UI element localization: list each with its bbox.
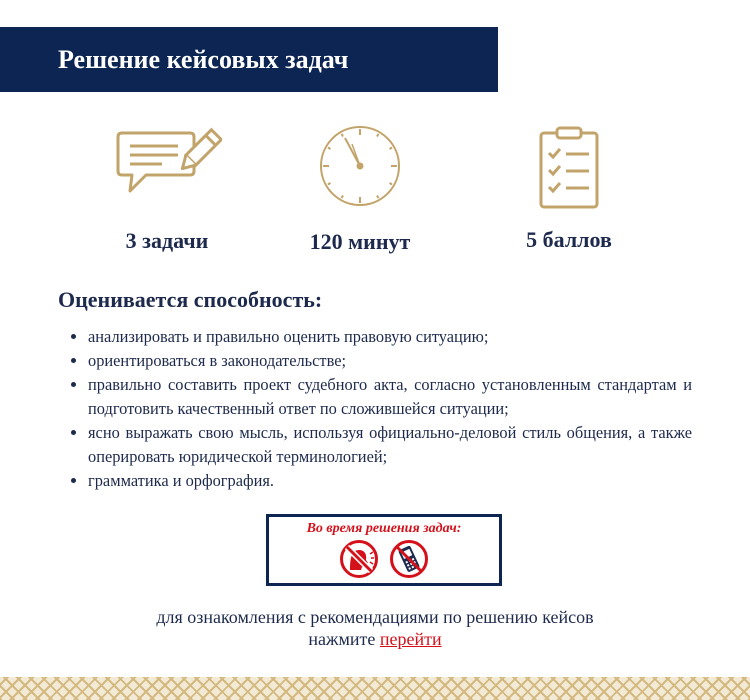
recommendations-text bbox=[0, 606, 750, 650]
page-title-banner bbox=[0, 27, 498, 92]
stat-time-label: 120 минут bbox=[309, 229, 411, 254]
list-item: • ориентироваться в законодательстве; bbox=[88, 349, 692, 373]
notice-title: Во время решения задач: bbox=[306, 521, 462, 536]
evaluation-heading: Оценивается способность: bbox=[58, 287, 323, 312]
stat-tasks bbox=[67, 125, 267, 254]
recommendations-action bbox=[0, 628, 750, 650]
no-phone-icon bbox=[389, 539, 429, 579]
list-item: • грамматика и орфография. bbox=[88, 469, 692, 493]
recommendations-line: для ознакомления с рекомендациями по решению кейсов bbox=[156, 607, 594, 627]
press-label: нажмите bbox=[308, 629, 380, 649]
clipboard-checklist-icon bbox=[537, 125, 601, 211]
evaluation-list bbox=[58, 325, 692, 493]
list-item: • анализировать и правильно оценить правовую ситуацию; bbox=[88, 325, 692, 349]
rules-notice-box bbox=[266, 514, 502, 586]
page-title: Решение кейсовых задач bbox=[58, 44, 349, 74]
stat-tasks-label: 3 задачи bbox=[125, 228, 209, 253]
no-talking-icon bbox=[339, 539, 379, 579]
stat-points bbox=[469, 125, 669, 253]
stat-points-label: 5 баллов bbox=[526, 227, 612, 252]
ornament-border bbox=[0, 677, 750, 700]
pencil-chat-icon bbox=[112, 125, 222, 205]
clock-icon bbox=[319, 125, 401, 207]
go-link[interactable]: перейти bbox=[379, 629, 442, 649]
list-item: • ясно выражать свою мысль, используя официально-деловой стиль общения, а также оперировать юридической терминологией; bbox=[88, 421, 692, 469]
list-item: • правильно составить проект судебного акта, согласно установленным стандартам и подготовить качественный ответ по сложившейся ситуации; bbox=[88, 373, 692, 421]
stat-time bbox=[260, 125, 460, 255]
notice-icons bbox=[269, 539, 499, 579]
